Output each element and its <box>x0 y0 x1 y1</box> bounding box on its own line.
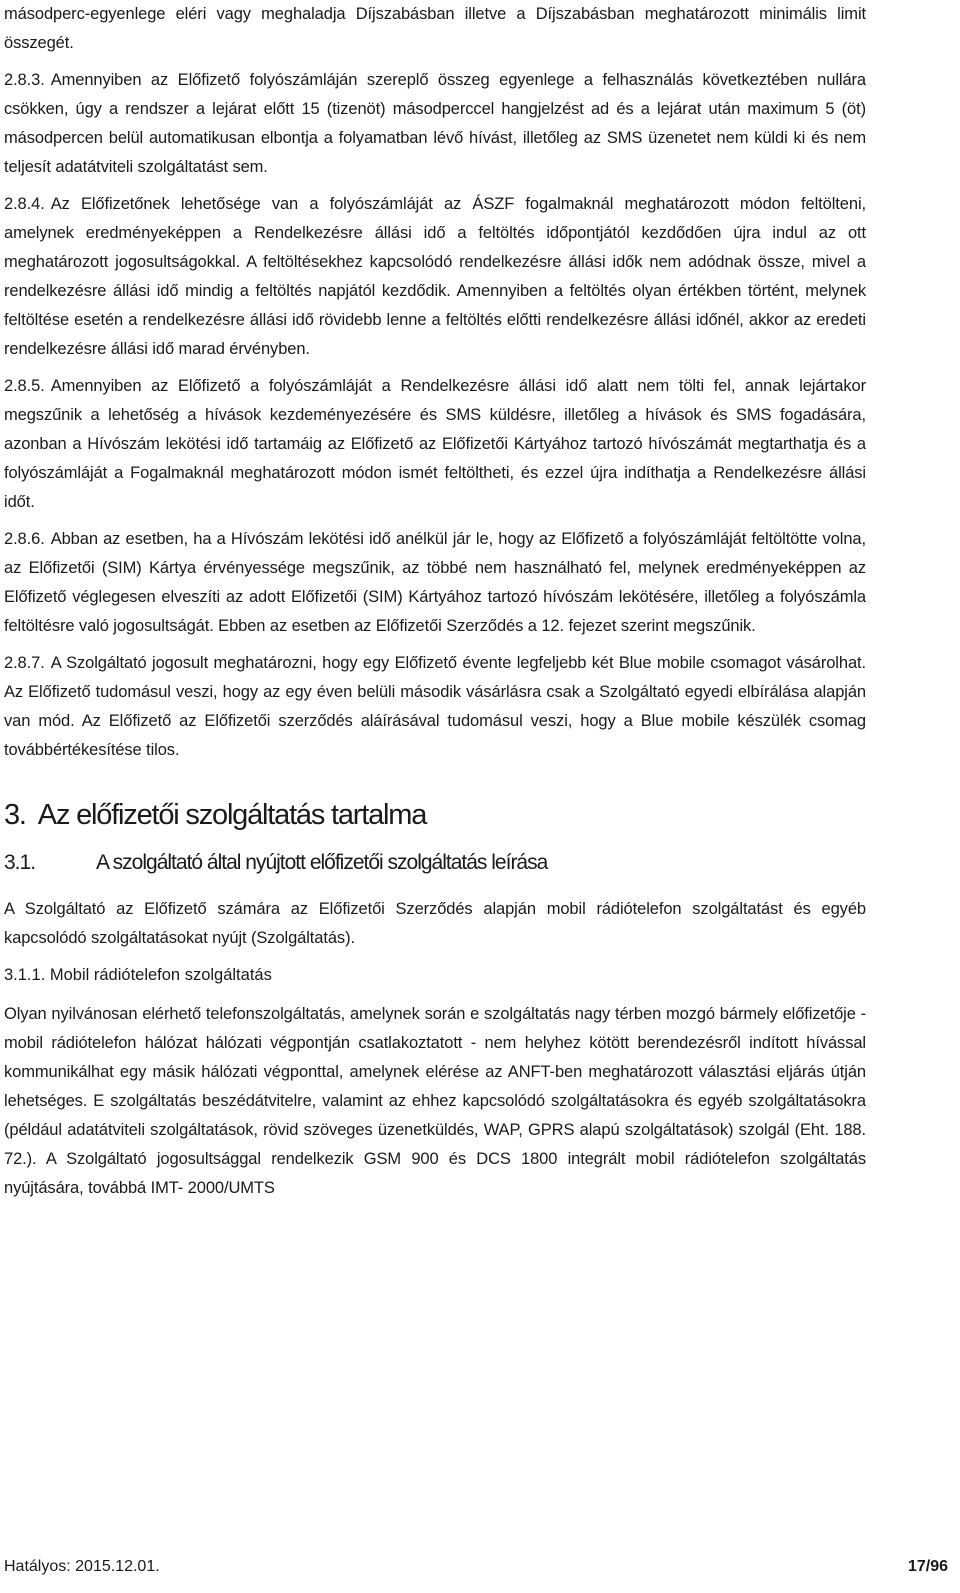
document-page <box>4 0 866 1211</box>
chapter-heading <box>4 795 866 835</box>
chapter-title: Az előfizetői szolgáltatás tartalma <box>37 799 427 831</box>
subsection-heading: 3.1.1. Mobil rádiótelefon szolgáltatás <box>4 966 272 984</box>
paragraph-2-8-7 <box>4 649 866 765</box>
clause-number: 2.8.3. <box>4 71 45 89</box>
clause-text: Abban az esetben, ha a Hívószám lekötési idő anélkül jár le, hogy az Előfizető a folyószámláját feltöltötte volna, az Előfizetői (SIM) Kártya érvényessége megszűnik, az többé nem használható fel, melynek eredményeképpen az Előfizető véglegesen elveszíti az adott Előfizetői (SIM) Kártyához tartozó hívószám lekötésére, illetőleg a folyószámla feltöltésre való jogosultságát. Ebben az esetben az Előfizetői Szerződés a 12. fejezet szerint megszűnik. <box>4 530 866 635</box>
clause-number: 2.8.5. <box>4 377 45 395</box>
paragraph-2-8-5 <box>4 372 866 517</box>
section-title: A szolgáltató által nyújtott előfizetői szolgáltatás leírása <box>96 851 548 874</box>
chapter-number: 3. <box>4 799 26 831</box>
clause-number: 2.8.6. <box>4 530 45 548</box>
page-number: 17/96 <box>907 1558 948 1575</box>
subsection-paragraph: Olyan nyilvánosan elérhető telefonszolgáltatás, amelynek során e szolgáltatás nagy térben mozgó bármely előfizetője - mobil rádiótelefon hálózat hálózati végpontján csatlakoztatott - nem helyhez kötött berendezésről indított hívással kommunikálhat egy másik hálózati végponttal, amelynek elérése az ANFT-ben meghatározott választási eljárás útján lehetséges. E szolgáltatás beszédátvitelre, valamint az ehhez kapcsolódó szolgáltatásokra és egyéb szolgáltatásokra (például adatátviteli szolgáltatások, rövid szöveges üzenetküldés, WAP, GPRS alapú szolgáltatások) szolgál (Eht. 188. 72.). A Szolgáltató jogosultsággal rendelkezik GSM 900 és DCS 1800 integrált mobil rádiótelefon szolgáltatás nyújtására, továbbá IMT- 2000/UMTS <box>4 1005 866 1197</box>
effective-date: Hatályos: 2015.12.01. <box>4 1558 160 1575</box>
clause-text: Amennyiben az Előfizető folyószámláján szereplő összeg egyenlege a felhasználás következtében nullára csökken, úgy a rendszer a lejárat előtt 15 (tizenöt) másodperccel hangjelzést ad és a lejárat után maximum 5 (öt) másodpercen belül automatikusan elbontja a folyamatban lévő hívást, illetőleg az SMS üzenetet nem küldi ki és nem teljesít adatátviteli szolgáltatást sem. <box>4 71 866 176</box>
paragraph-continuation: másodperc-egyenlege eléri vagy meghaladja Díjszabásban illetve a Díjszabásban meghatározott minimális limit összegét. <box>4 5 866 52</box>
clause-text: Amennyiben az Előfizető a folyószámláját a Rendelkezésre állási idő alatt nem tölti fel, annak lejártakor megszűnik a lehetőség a hívások kezdeményezésére és SMS küldésre, illetőleg a hívások és SMS fogadására, azonban a Hívószám lekötési idő tartamáig az Előfizető az Előfizetői Kártyához tartozó hívószámát megtarthatja és a folyószámláját a Fogalmaknál meghatározott módon ismét feltöltheti, és ezzel újra indíthatja a Rendelkezésre állási időt. <box>4 377 866 511</box>
section-number: 3.1. <box>4 851 36 874</box>
clause-number: 2.8.4. <box>4 195 45 213</box>
clause-text: Az Előfizetőnek lehetősége van a folyószámláját az ÁSZF fogalmaknál meghatározott módon feltölteni, amelynek eredményeképpen a Rendelkezésre állási idő a feltöltés időpontjától kezdődően újra indul az ott meghatározott jogosultságokkal. A feltöltésekhez kapcsolódó rendelkezésre állási idők nem adódnak össze, mivel a rendelkezésre állási idő mindig a feltöltés napjától kezdődik. Amennyiben a feltöltés olyan értékben történt, melynek feltöltése esetén a rendelkezésre állási idő rövidebb lenne a feltöltés előtti rendelkezésre állási időnél, akkor az eredeti rendelkezésre állási idő marad érvényben. <box>4 195 866 358</box>
paragraph-2-8-6 <box>4 525 866 641</box>
page-footer <box>4 1558 948 1576</box>
paragraph-2-8-3 <box>4 66 866 182</box>
clause-text: A Szolgáltató jogosult meghatározni, hogy egy Előfizető évente legfeljebb két Blue mobile csomagot vásárolhat. Az Előfizető tudomásul veszi, hogy az egy éven belüli második vásárlásra csak a Szolgáltató egyedi elbírálása alapján van mód. Az Előfizető az Előfizetői szerződés aláírásával tudomásul veszi, hogy a Blue mobile készülék csomag továbbértékesítése tilos. <box>4 654 866 759</box>
section-paragraph: A Szolgáltató az Előfizető számára az Előfizetői Szerződés alapján mobil rádiótelefon szolgáltatást és egyéb kapcsolódó szolgáltatásokat nyújt (Szolgáltatás). <box>4 900 866 947</box>
paragraph-2-8-4 <box>4 190 866 364</box>
clause-number: 2.8.7. <box>4 654 45 672</box>
section-heading <box>4 847 866 879</box>
